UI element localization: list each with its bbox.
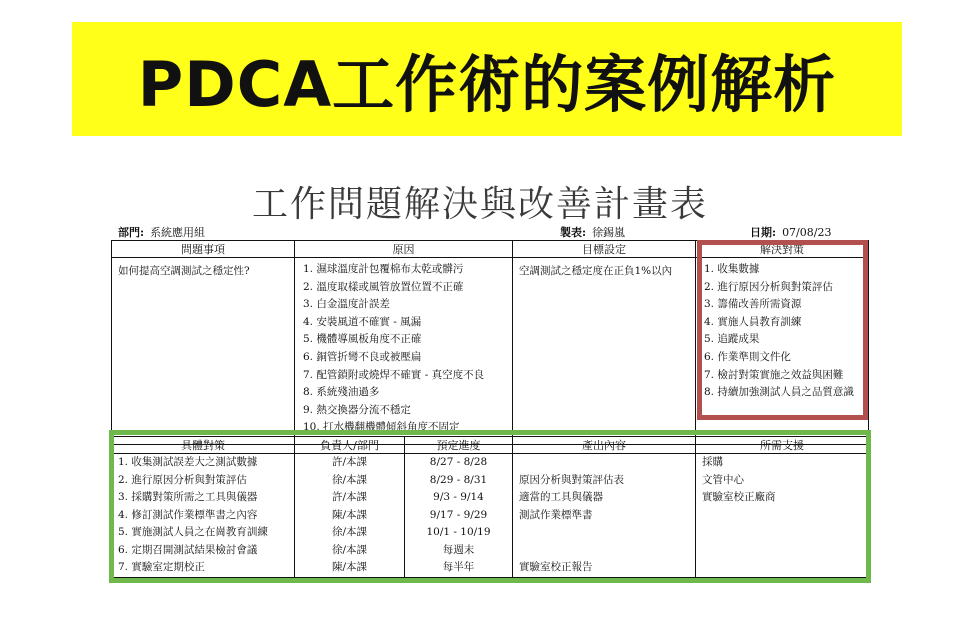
maker-label: 製表: <box>560 226 587 239</box>
header-goal: 目標設定 <box>513 241 696 258</box>
support-cell <box>696 524 869 542</box>
problem-text: 如何提高空調測試之穩定性? <box>118 265 250 277</box>
support-cell: 文管中心 <box>696 472 869 490</box>
cause-list <box>295 258 512 437</box>
date-label: 日期: <box>750 226 777 239</box>
action-cell: 4. 修訂測試作業標準書之內容 <box>112 507 295 525</box>
support-cell <box>696 559 869 577</box>
list-item: 7. 配管鎖附或燒焊不確實 - 真空度不良 <box>303 368 485 381</box>
list-item: 7. 檢討對策實施之效益與困難 <box>704 368 844 381</box>
title-banner <box>72 22 902 136</box>
action-cell: 2. 進行原因分析與對策評估 <box>112 472 295 490</box>
list-item: 5. 追蹤成果 <box>704 333 760 346</box>
department-label: 部門: <box>118 226 145 239</box>
header-owner: 負責人/部門 <box>295 437 405 454</box>
maker-value: 徐錫嵐 <box>592 226 626 239</box>
date-value: 07/08/23 <box>782 226 832 239</box>
list-item: 4. 安裝風道不確實 - 風漏 <box>303 315 422 328</box>
schedule-cell: 9/17 - 9/29 <box>405 507 513 525</box>
problem-cell <box>112 258 295 445</box>
action-cell: 7. 實驗室定期校正 <box>112 559 295 577</box>
header-output: 產出內容 <box>513 437 696 454</box>
list-item: 6. 銅管折彎不良或被壓扁 <box>303 350 422 363</box>
schedule-cell: 8/29 - 8/31 <box>405 472 513 490</box>
solution-list <box>696 258 868 402</box>
output-cell: 測試作業標準書 <box>513 507 696 525</box>
owner-cell: 徐/本課 <box>295 542 405 560</box>
header-action: 具體對策 <box>112 437 295 454</box>
list-item: 6. 作業準則文件化 <box>704 350 791 363</box>
problem-analysis-table <box>111 240 869 445</box>
action-cell: 6. 定期召開測試結果檢討會議 <box>112 542 295 560</box>
support-cell <box>696 507 869 525</box>
owner-cell: 徐/本課 <box>295 524 405 542</box>
solutions-cell <box>696 258 869 445</box>
department-field <box>118 224 205 240</box>
table-row <box>112 489 869 507</box>
action-cell: 5. 實施測試人員之在崗教育訓練 <box>112 524 295 542</box>
header-problem: 問題事項 <box>112 241 295 258</box>
list-item: 9. 熱交換器分流不穩定 <box>303 403 411 416</box>
action-plan-table <box>111 436 869 578</box>
list-item: 1. 收集數據 <box>704 263 760 275</box>
table-header-row <box>112 437 869 454</box>
list-item: 2. 進行原因分析與對策評估 <box>704 280 833 293</box>
output-cell <box>513 542 696 560</box>
schedule-cell: 每半年 <box>405 559 513 577</box>
table-row <box>112 472 869 490</box>
support-cell: 採購 <box>696 454 869 472</box>
schedule-cell: 每週末 <box>405 542 513 560</box>
action-cell: 1. 收集測試誤差大之測試數據 <box>112 454 295 472</box>
support-cell <box>696 542 869 560</box>
table-header-row <box>112 241 869 258</box>
sheet-title: 工作問題解決與改善計畫表 <box>251 184 708 225</box>
output-cell <box>513 524 696 542</box>
list-item: 3. 白金溫度計誤差 <box>303 298 390 311</box>
support-cell: 實驗室校正廠商 <box>696 489 869 507</box>
date-field <box>750 224 831 240</box>
table-row <box>112 524 869 542</box>
list-item: 8. 系統殘油過多 <box>303 386 380 399</box>
header-schedule: 預定進度 <box>405 437 513 454</box>
list-item: 4. 實施人員教育訓練 <box>704 315 802 328</box>
owner-cell: 陳/本課 <box>295 507 405 525</box>
table-row <box>112 258 869 445</box>
maker-field <box>560 224 625 240</box>
schedule-cell: 8/27 - 8/28 <box>405 454 513 472</box>
owner-cell: 許/本課 <box>295 454 405 472</box>
list-item: 10. 打水機翻機體傾斜角度不固定 <box>303 421 460 434</box>
output-cell: 原因分析與對策評估表 <box>513 472 696 490</box>
output-cell: 實驗室校正報告 <box>513 559 696 577</box>
goal-text: 空調測試之穩定度在正負1%以內 <box>519 265 673 277</box>
owner-cell: 徐/本課 <box>295 472 405 490</box>
list-item: 3. 籌備改善所需資源 <box>704 298 802 311</box>
header-solution: 解決對策 <box>696 241 869 258</box>
table-row <box>112 559 869 577</box>
table-row <box>112 542 869 560</box>
schedule-cell: 10/1 - 10/19 <box>405 524 513 542</box>
causes-cell <box>295 258 513 445</box>
department-value: 系統應用組 <box>150 226 206 239</box>
table-row <box>112 507 869 525</box>
header-cause: 原因 <box>295 241 513 258</box>
schedule-cell: 9/3 - 9/14 <box>405 489 513 507</box>
owner-cell: 許/本課 <box>295 489 405 507</box>
table-row <box>112 454 869 472</box>
output-cell: 適當的工具與儀器 <box>513 489 696 507</box>
header-support: 所需支援 <box>696 437 869 454</box>
list-item: 8. 持續加強測試人員之品質意識 <box>704 386 854 399</box>
list-item: 1. 濕球溫度計包覆棉布太乾或髒污 <box>303 263 464 275</box>
owner-cell: 陳/本課 <box>295 559 405 577</box>
output-cell <box>513 454 696 472</box>
action-cell: 3. 採購對策所需之工具與儀器 <box>112 489 295 507</box>
goal-cell <box>513 258 696 445</box>
banner-title: PDCA工作術的案例解析 <box>137 47 837 121</box>
list-item: 5. 機體導風板角度不正確 <box>303 333 422 346</box>
list-item: 2. 溫度取樣或風管放置位置不正確 <box>303 280 464 293</box>
